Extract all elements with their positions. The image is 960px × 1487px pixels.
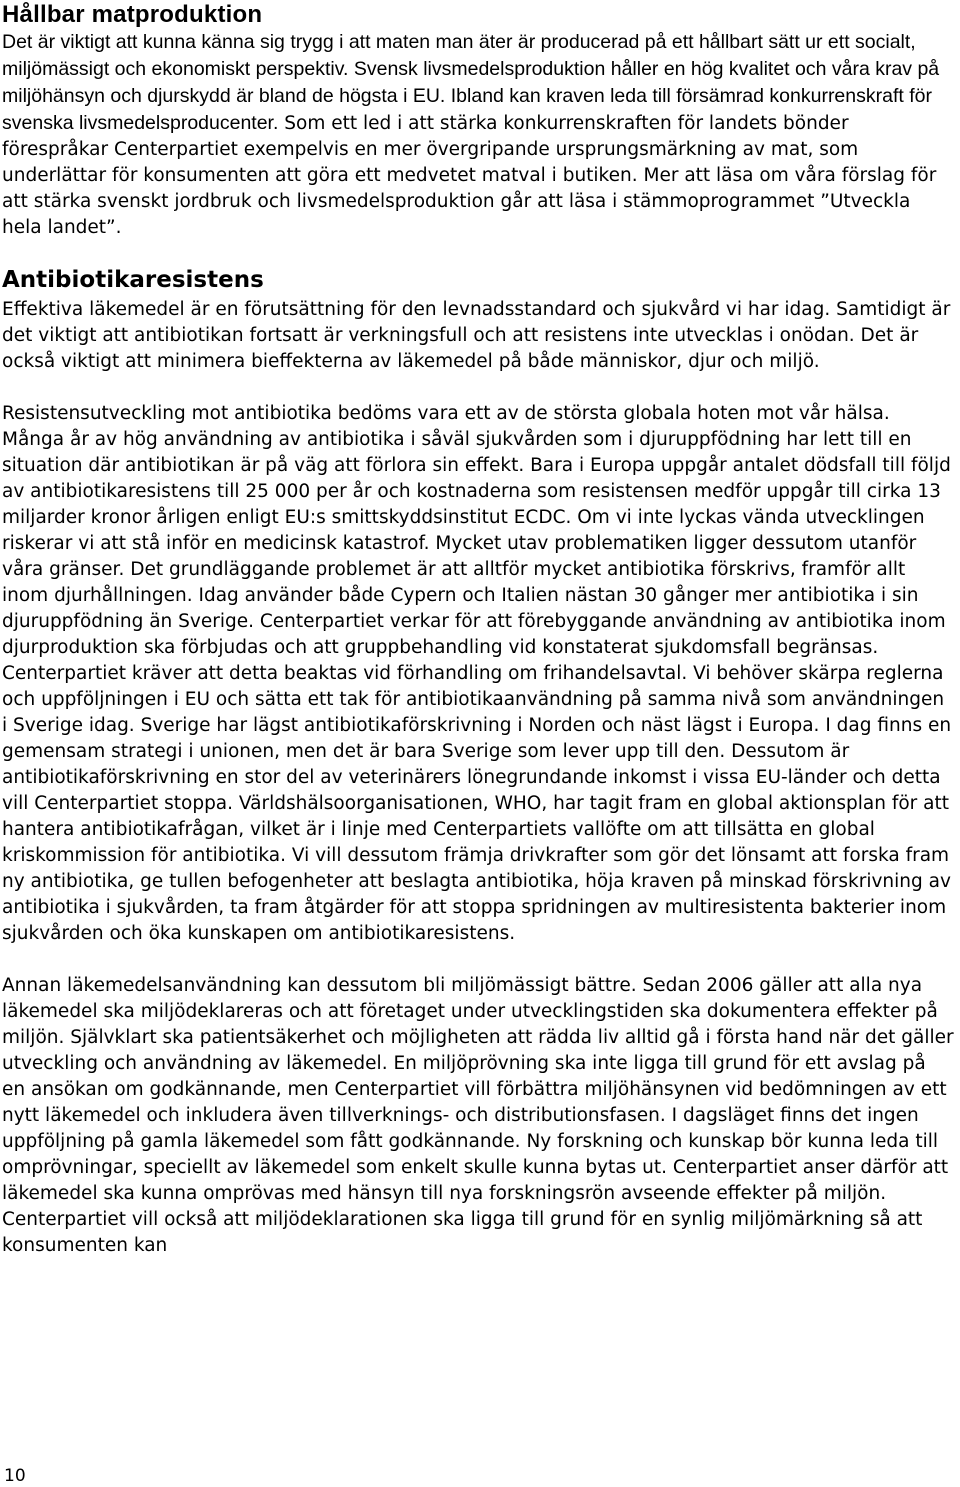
paragraph-part-sans: Det är viktigt att kunna känna sig trygg i att maten man äter är producerad på ett hållbart sätt ur ett socialt, miljömässigt och ekonomiskt perspektiv. Svensk livsmedelsproduktion håller en hög kvalitet och våra krav på miljöhänsyn och djurskydd är bland de högsta i EU. Ibland kan kraven leda till försämrad konkurrenskraft för svenska livsmedelsproducenter. <box>2 31 940 134</box>
paragraph-antibiotika-3: Annan läkemedelsanvändning kan dessutom bli miljömässigt bättre. Sedan 2006 gäller att alla nya läkemedel ska miljödeklareras och att företaget under utvecklingstiden ska dokumentera effekter på miljön. Självklart ska patientsäkerhet och möjligheten att rädda liv alltid gå i första hand när det gäller utveckling och användning av läkemedel. En miljöprövning ska inte ligga till grund för ett avslag på en ansökan om godkännande, men Centerpartiet vill förbättra miljöhänsynen vid bedömningen av ett nytt läkemedel och inkludera även tillverknings- och distributionsfasen. I dagsläget finns det ingen uppföljning på gamla läkemedel som fått godkännande. Ny forskning och kunskap bör kunna leda till omprövningar, speciellt av läkemedel som enkelt skulle kunna bytas ut. Centerpartiet anser därför att läkemedel ska kunna omprövas med hänsyn till nya forskningsrön avseende effekter på miljön. Centerpartiet vill också att miljödeklarationen ska ligga till grund för en synlig miljömärkning så att konsumenten kan <box>2 975 954 1256</box>
page-number: 10 <box>4 1466 26 1486</box>
paragraph-gap <box>2 375 954 401</box>
document-page <box>2 0 954 1259</box>
paragraph-antibiotika-2: Resistensutveckling mot antibiotika bedöms vara ett av de största globala hoten mot vår hälsa. Många år av hög användning av antibiotika i såväl sjukvården som i djuruppfödning har lett till en situation där antibiotikan är på väg att förlora sin effekt. Bara i Europa uppgår antalet dödsfall till följd av antibiotikaresistens till 25 000 per år och kostnaderna som resistensen medför uppgår till cirka 13 miljarder kronor årligen enligt EU:s smittskyddsinstitut ECDC. Om vi inte lyckas vända utvecklingen riskerar vi att stå inför en medicinsk katastrof. Mycket utav problematiken ligger dessutom utanför våra gränser. Det grundläggande problemet är att alltför mycket antibiotika förskrivs, framför allt inom djurhållningen. Idag använder både Cypern och Italien nästan 30 gånger mer antibiotika i sin djuruppfödning än Sverige. Centerpartiet verkar för att förebyggande användning av antibiotika inom djurproduktion ska förbjudas och att gruppbehandling vid konstaterat sjukdomsfall begränsas. Centerpartiet kräver att detta beaktas vid förhandling om frihandelsavtal. Vi behöver skärpa reglerna och uppföljningen i EU och sätta ett tak för antibiotikaanvändning på samma nivå som användningen i Sverige idag. Sverige har lägst antibiotikaförskrivning i Norden och näst lägst i Europa. I dag finns en gemensam strategi i unionen, men det är bara Sverige som lever upp till den. Dessutom är antibiotikaförskrivning en stor del av veterinärers lönegrundande inkomst i vissa EU-länder och detta vill Centerpartiet stoppa. Världshälsoorganisationen, WHO, har tagit fram en global aktionsplan för att hantera antibiotikafrågan, vilket är i linje med Centerpartiets vallöfte om att tillsätta en global kriskommission för antibiotika. Vi vill dessutom främja drivkrafter som gör det lönsamt att forska fram ny antibiotika, ge tullen befogenheter att beslagta antibiotika, höja kraven på minskad förskrivning av antibiotika i sjukvården, ta fram åtgärder för att stoppa spridningen av multiresistenta bakterier inom sjukvården och öka kunskapen om antibiotikaresistens. <box>2 403 952 944</box>
section-heading-antibiotikaresistens: Antibiotikaresistens <box>2 267 264 293</box>
paragraph-matproduktion <box>2 29 954 241</box>
section-heading-matproduktion: Hållbar matproduktion <box>2 1 263 28</box>
paragraph-gap <box>2 947 954 973</box>
paragraph-part-wide: Som ett led i att stärka konkurrenskraften för landets bönder förespråkar Centerpartiet exempelvis en mer övergripande ursprungsmärkning av mat, som underlättar för konsumenten att göra ett medvetet matval i butiken. Mer att läsa om våra förslag för att stärka svenskt jordbruk och livsmedelsproduktion går att läsa i stämmoprogrammet ”Utveckla hela landet”. <box>2 113 937 238</box>
paragraph-antibiotika-1: Effektiva läkemedel är en förutsättning för den levnadsstandard och sjukvård vi har idag. Samtidigt är det viktigt att antibiotikan fortsatt är verkningsfull och att resistens inte utvecklas i onödan. Det är också viktigt att minimera bieffekterna av läkemedel på både människor, djur och miljö. <box>2 299 951 372</box>
